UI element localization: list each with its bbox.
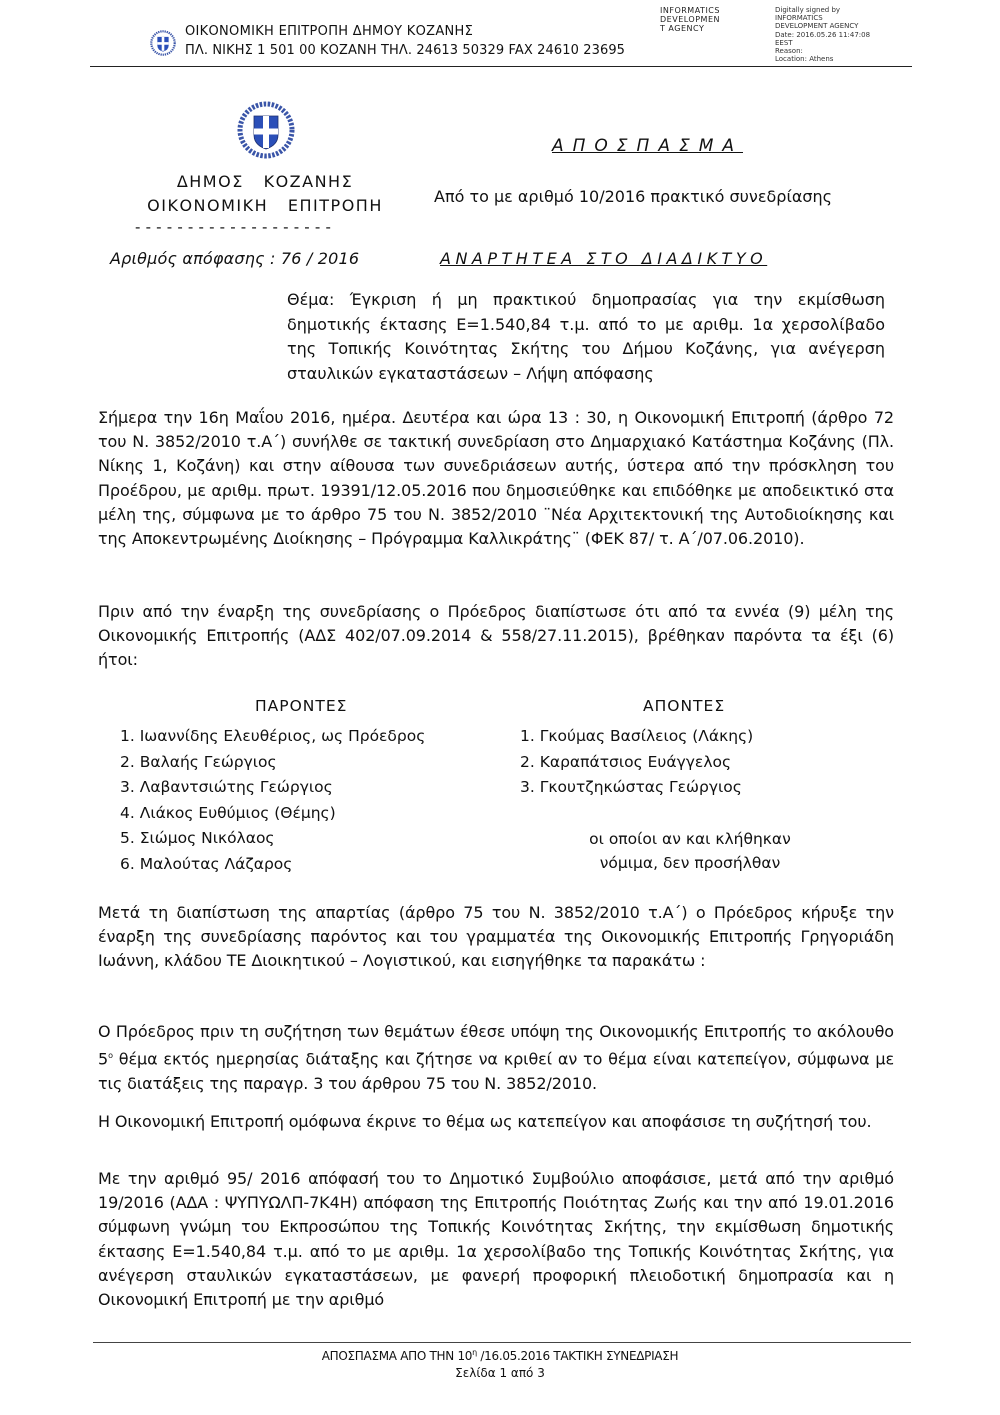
header-divider xyxy=(90,66,912,67)
paragraph-quorum: Πριν από την έναρξη της συνεδρίασης ο Πρόεδρος διαπίστωσε ότι από τα εννέα (9) μέλη της Οικονομικής Επιτροπής (ΑΔΣ 402/07.09.2014 & 558/27.11.2015), βρέθηκαν παρόντα τα έξι (6) ήτοι: xyxy=(98,602,894,670)
publish-notice: ΑΝΑΡΤΗΤΕΑ ΣΤΟ ΔΙΑΔΙΚΤΥΟ xyxy=(440,249,768,268)
header-committee-name: ΟΙΚΟΝΟΜΙΚΗ ΕΠΙΤΡΟΠΗ ΔΗΜΟΥ ΚΟΖΑΝΗΣ xyxy=(185,24,474,39)
signature-detail: DEVELOPMENT AGENCY xyxy=(775,22,859,31)
subject: Θέμα: Έγκριση ή μη πρακτικού δημοπρασίας για την εκμίσθωση δημοτικής έκτασης Ε=1.540,84 τ.μ. από το με αριθμ. 1α χερσολίβαδο της Τοπικής Κοινότητας Σκήτης του Δήμου Κοζάνης, για ανέγερση σταυλικών εγκαταστάσεων – Λήψη απόφασης xyxy=(287,290,885,383)
paragraph-urgent-item xyxy=(98,1020,894,1096)
signature-detail: Reason: xyxy=(775,47,803,56)
absent-note xyxy=(540,827,840,875)
document-title: ΑΠΟΣΠΑΣΜΑ xyxy=(552,136,743,156)
footer-divider xyxy=(93,1342,911,1343)
list-item: 1. Ιωαννίδης Ελευθέριος, ως Πρόεδρος xyxy=(120,727,426,745)
absent-list xyxy=(520,724,753,801)
footer-text-b: /16.05.2016 ΤΑΚΤΙΚΗ ΣΥΝΕΔΡΙΑΣΗ xyxy=(476,1349,679,1363)
paragraph-opening: Μετά τη διαπίστωση της απαρτίας (άρθρο 75 του Ν. 3852/2010 τ.Α΄) ο Πρόεδρος κήρυξε την έναρξη της συνεδρίασης παρόντος και του γραμματέα της Οικονομικής Επιτροπής Γρηγοριάδη Ιωάννη, κλάδου ΤΕ Διοικητικού – Λογιστικού, και εισηγήθηκε τα παρακάτω : xyxy=(98,903,894,971)
coat-of-arms-icon xyxy=(236,100,296,160)
list-item: 1. Γκούμας Βασίλειος (Λάκης) xyxy=(520,727,754,745)
paragraph-council-decision: Με την αριθμό 95/ 2016 απόφασή του το Δημοτικό Συμβούλιο αποφάσισε, μετά από την αριθμό 19/2016 (ΑΔΑ : ΨΥΠΥΩΛΠ-7Κ4Η) απόφαση της Επιτροπής Ποιότητας Ζωής και την από 19.01.2016 σύμφωνη γνώμη του Εκπροσώπου της Τοπικής Κοινότητας Σκήτης, την εκμίσθωση δημοτικής έκτασης Ε=1.540,84 τ.μ. από το με αριθμ. 1α χερσολίβαδο της Τοπικής Κοινότητας Σκήτης, για ανέγερση σταυλικών εγκαταστάσεων, με φανερή προφορική πλειοδοτική δημοπρασία και η Οικονομική Επιτροπή με την αριθμό xyxy=(98,1169,894,1310)
signature-detail: Date: 2016.05.26 11:47:08 xyxy=(775,30,871,39)
page-number: Σελίδα 1 από 3 xyxy=(455,1366,545,1380)
footer-session xyxy=(0,1348,1000,1363)
paragraph-session-intro: Σήμερα την 16η Μαΐου 2016, ημέρα. Δευτέρα και ώρα 13 : 30, η Οικονομική Επιτροπή (άρθρο 72 του Ν. 3852/2010 τ.Α΄) συνήλθε σε τακτική συνεδρίαση στο Δημαρχιακό Κατάστημα Κοζάνης (Πλ. Νίκης 1, Κοζάνη) και στην αίθουσα των συνεδριάσεων αυτής, ύστερα από την πρόσκληση του Προέδρου, με αριθμ. πρωτ. 19391/12.05.2016 που δημοσιεύθηκε και επιδόθηκε με αποδεικτικό στα μέλη της, σύμφωνα με το άρθρο 75 του Ν. 3852/2010 ¨Νέα Αρχιτεκτονική της Αυτοδιοίκησης και της Αποκεντρωμένης Διοίκησης – Πρόγραμμα Καλλικράτης¨ (ΦΕΚ 87/ τ. Α΄/07.06.2010). xyxy=(98,408,894,549)
absent-note-line1: οι οποίοι αν και κλήθηκαν xyxy=(589,830,791,848)
present-list xyxy=(120,724,425,877)
coat-of-arms-icon xyxy=(150,30,176,56)
list-item: 5. Σιώμος Νικόλαος xyxy=(120,829,275,847)
from-minutes: Από το με αριθμό 10/2016 πρακτικό συνεδρίασης xyxy=(434,187,833,206)
signature-agency-line1: INFORMATICS xyxy=(660,6,720,15)
list-item: 6. Μαλούτας Λάζαρος xyxy=(120,854,293,873)
committee-name: ΟΙΚΟΝΟΜΙΚΗ ΕΠΙΤΡΟΠΗ xyxy=(147,196,383,215)
signature-detail: Location: Athens xyxy=(775,55,834,64)
municipality-name: ΔΗΜΟΣ ΚΟΖΑΝΗΣ xyxy=(176,172,354,191)
signature-agency-line2: DEVELOPMEN xyxy=(660,15,720,24)
p4-superscript: ο xyxy=(108,1051,113,1061)
signature-detail: EEST xyxy=(775,38,793,47)
paragraph-urgent-decision: Η Οικονομική Επιτροπή ομόφωνα έκρινε το θέμα ως κατεπείγον και αποφάσισε τη συζήτησή του. xyxy=(98,1112,872,1131)
signature-detail: Digitally signed by xyxy=(775,6,841,14)
list-item: 3. Γκουτζηκώστας Γεώργιος xyxy=(520,778,742,796)
separator: - - - - - - - - - - - - - - - - - - - xyxy=(135,218,332,236)
header-address: ΠΛ. ΝΙΚΗΣ 1 501 00 ΚΟΖΑΝΗ ΤΗΛ. 24613 50329 FAX 24610 23695 xyxy=(185,43,626,58)
absent-note-line2: νόμιμα, δεν προσήλθαν xyxy=(599,854,781,872)
signature-agency xyxy=(660,6,770,33)
decision-label: Αριθμός απόφασης : xyxy=(110,249,276,268)
list-item: 3. Λαβαντσιώτης Γεώργιος xyxy=(120,778,333,796)
footer-text-a: ΑΠΟΣΠΑΣΜΑ ΑΠΟ ΤΗΝ 10 xyxy=(321,1349,473,1363)
p4-text-a: Ο Πρόεδρος πριν τη συζήτηση των θεμάτων έθεσε υπόψη της Οικονομικής Επιτροπής το ακόλουθο 5 xyxy=(98,1022,894,1069)
decision-value: 76 / 2016 xyxy=(280,249,360,268)
signature-agency-line3: T AGENCY xyxy=(660,24,705,33)
absent-heading: ΑΠΟΝΤΕΣ xyxy=(643,697,726,715)
present-heading: ΠΑΡΟΝΤΕΣ xyxy=(255,697,348,715)
signature-detail: INFORMATICS xyxy=(775,14,823,23)
footer-superscript: η xyxy=(472,1348,477,1357)
list-item: 4. Λιάκος Ευθύμιος (Θέμης) xyxy=(120,803,336,822)
signature-details xyxy=(775,6,870,63)
p4-text-b: θέμα εκτός ημερησίας διάταξης και ζήτησε να κριθεί αν το θέμα είναι κατεπείγον, σύμφωνα με τις διατάξεις της παραγρ. 3 του άρθρου 75 του Ν. 3852/2010. xyxy=(98,1049,894,1093)
list-item: 2. Καραπάτσιος Ευάγγελος xyxy=(520,752,732,771)
list-item: 2. Βαλαής Γεώργιος xyxy=(120,752,277,771)
decision-number xyxy=(110,249,359,268)
